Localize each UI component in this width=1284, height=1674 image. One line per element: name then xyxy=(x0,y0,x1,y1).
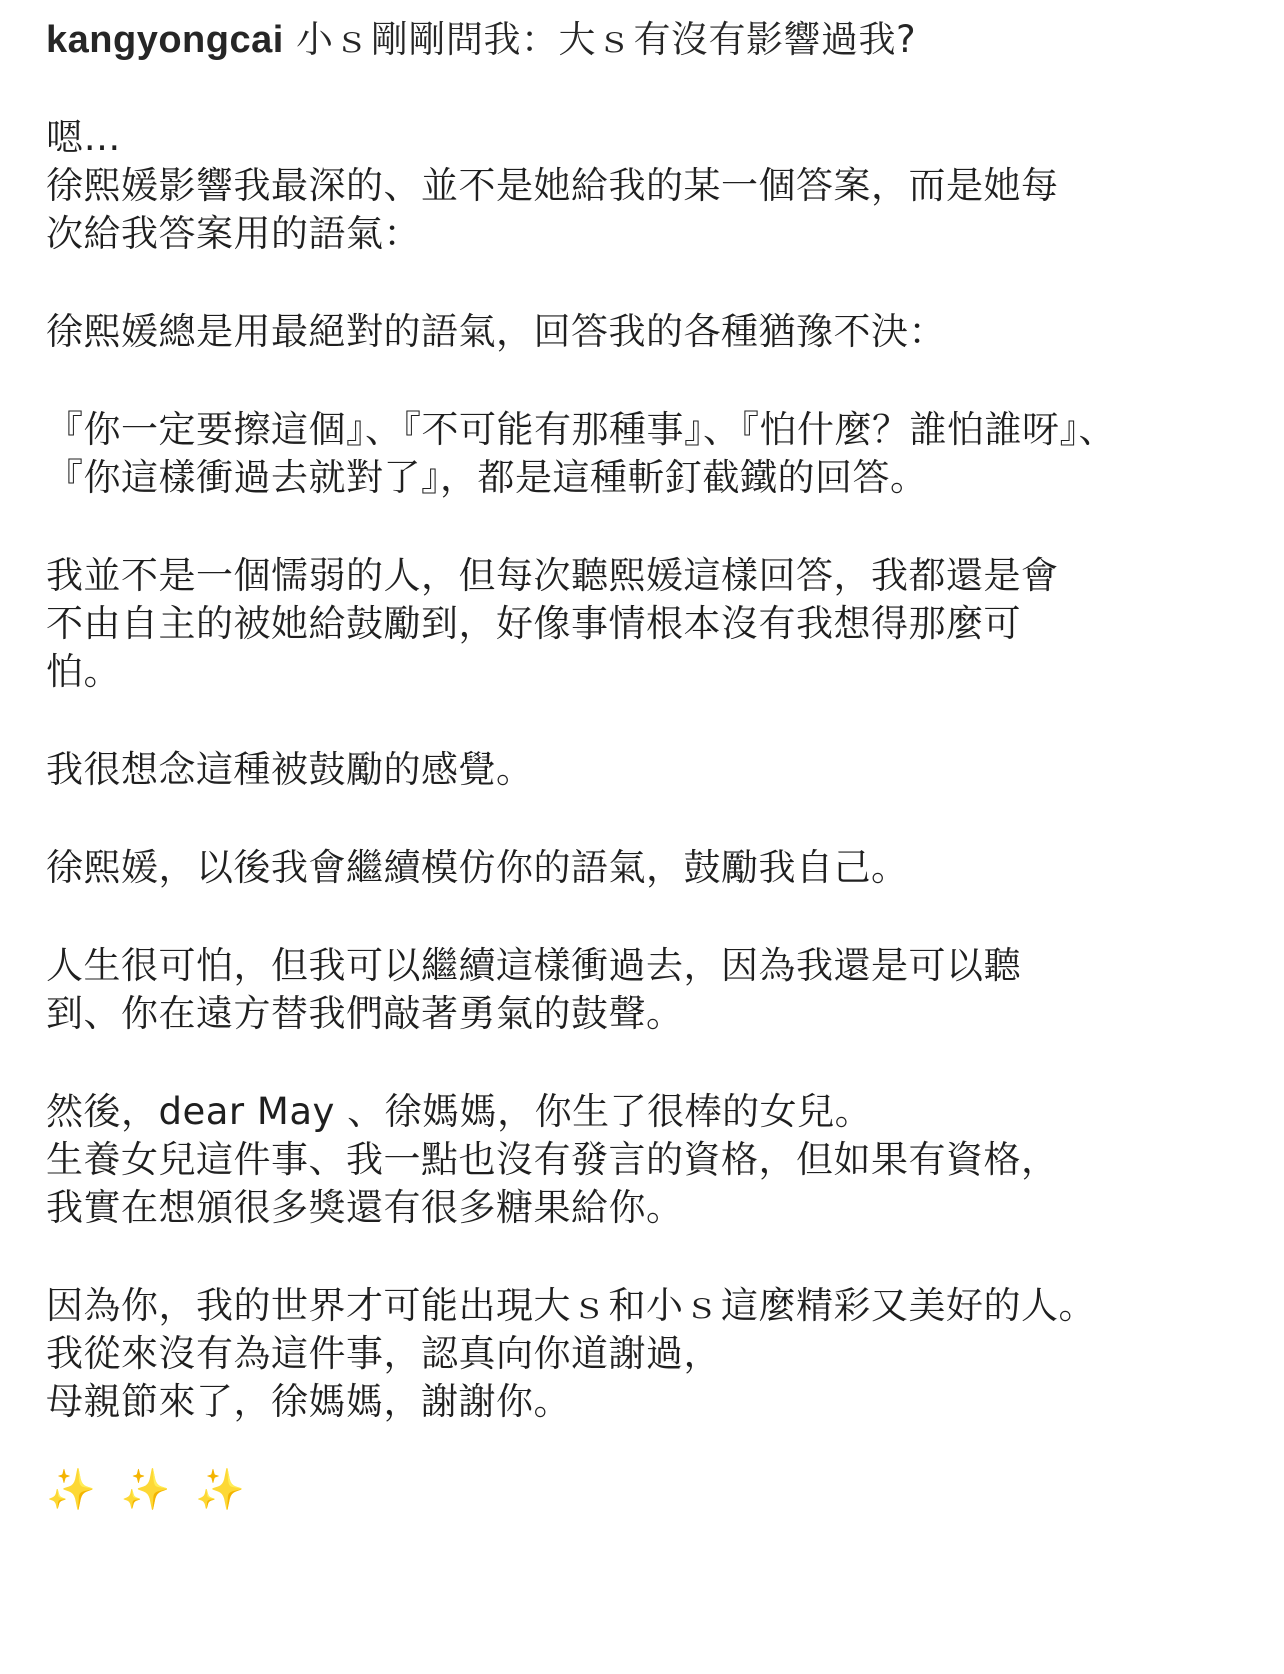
text-line: 我實在想頒很多獎還有很多糖果給你。 xyxy=(46,1186,684,1229)
sparkles-icon: ✨ xyxy=(46,1467,98,1513)
paragraph-gap xyxy=(46,1232,1244,1282)
caption-text xyxy=(46,16,1244,1426)
text-line: 人生很可怕，但我可以繼續這樣衝過去，因為我還是可以聽 xyxy=(46,944,1021,987)
text-line: 我並不是一個懦弱的人，但每次聽熙媛這樣回答，我都還是會 xyxy=(46,554,1059,597)
paragraph-4 xyxy=(46,552,1244,696)
sparkles-icon: ✨ xyxy=(120,1467,173,1513)
text-line: 然後，dear May 、徐媽媽，你生了很棒的女兒。 xyxy=(46,1090,873,1133)
text-line: 我很想念這種被鼓勵的感覺。 xyxy=(46,748,534,791)
paragraph-6 xyxy=(46,844,1244,892)
paragraph-gap xyxy=(46,356,1244,406)
paragraph-8 xyxy=(46,1088,1244,1232)
text-line: 到、你在遠方替我們敲著勇氣的鼓聲。 xyxy=(46,992,684,1035)
paragraph-gap xyxy=(46,1038,1244,1088)
paragraph-7 xyxy=(46,942,1244,1038)
paragraph-3 xyxy=(46,406,1244,502)
text-line: 『你這樣衝過去就對了』，都是這種斬釘截鐵的回答。 xyxy=(46,456,928,499)
sparkles-icon: ✨ xyxy=(195,1467,247,1513)
text-line: 母親節來了，徐媽媽，謝謝你。 xyxy=(46,1380,571,1423)
paragraph-gap xyxy=(46,696,1244,746)
paragraph-gap xyxy=(46,892,1244,942)
paragraph-1 xyxy=(46,114,1244,258)
text-line: 次給我答案用的語氣： xyxy=(46,212,421,255)
text-line: 我從來沒有為這件事，認真向你道謝過， xyxy=(46,1332,721,1375)
paragraph-2 xyxy=(46,308,1244,356)
text-line: 生養女兒這件事、我一點也沒有發言的資格，但如果有資格， xyxy=(46,1138,1059,1181)
paragraph-5 xyxy=(46,746,1244,794)
text-line: 徐熙媛，以後我會繼續模仿你的語氣，鼓勵我自己。 xyxy=(46,846,909,889)
caption-opening: 小ｓ剛剛問我：大ｓ有沒有影響過我? xyxy=(283,18,917,61)
text-line: 嗯… xyxy=(46,116,121,159)
paragraph-gap xyxy=(46,502,1244,552)
username-link[interactable]: kangyongcai xyxy=(46,19,284,61)
text-line: 因為你，我的世界才可能出現大ｓ和小ｓ這麼精彩又美好的人。 xyxy=(46,1284,1096,1327)
paragraph-gap xyxy=(46,258,1244,308)
text-line: 『你一定要擦這個』、『不可能有那種事』、『怕什麼？誰怕誰呀』、 xyxy=(46,408,1116,451)
caption-first-line xyxy=(46,16,1244,64)
text-line: 徐熙媛影響我最深的、並不是她給我的某一個答案，而是她每 xyxy=(46,164,1059,207)
paragraph-9 xyxy=(46,1282,1244,1426)
text-line: 徐熙媛總是用最絕對的語氣，回答我的各種猶豫不決： xyxy=(46,310,946,353)
paragraph-gap xyxy=(46,64,1244,114)
sparkles-row xyxy=(46,1466,1244,1514)
text-line: 怕。 xyxy=(46,650,121,693)
text-line: 不由自主的被她給鼓勵到，好像事情根本沒有我想得那麼可 xyxy=(46,602,1021,645)
paragraph-gap xyxy=(46,794,1244,844)
